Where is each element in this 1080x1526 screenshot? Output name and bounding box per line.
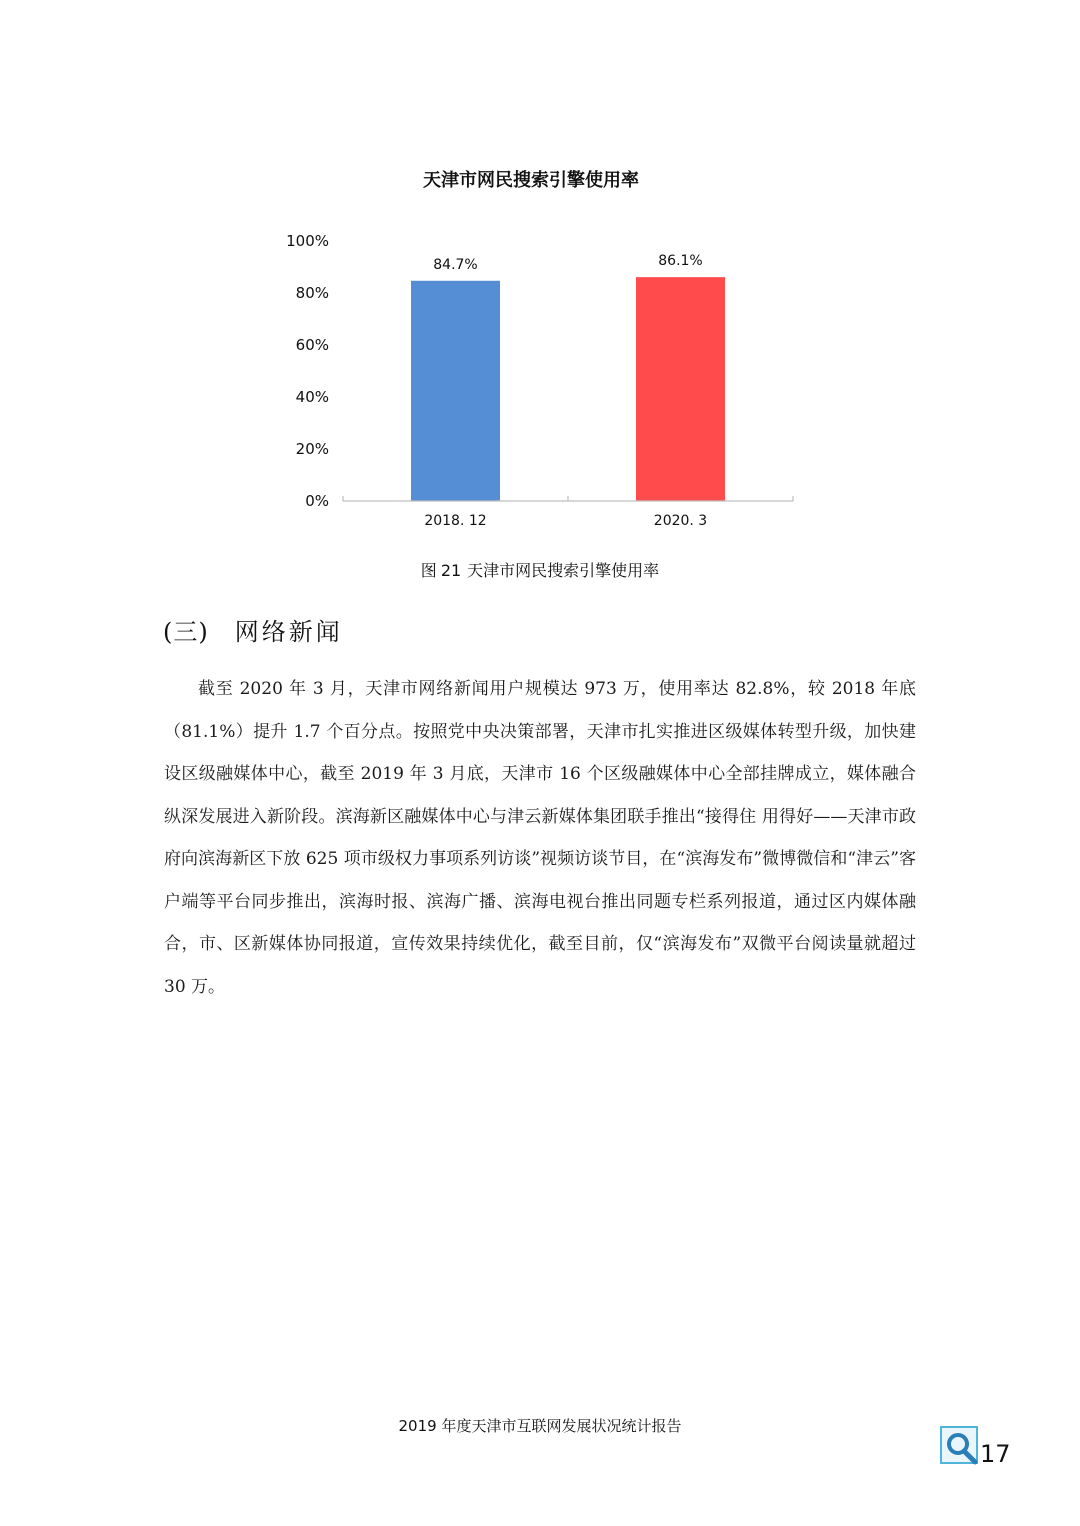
- bar-value-label: 84.7%: [433, 256, 478, 273]
- chart-title: 天津市网民搜索引擎使用率: [423, 170, 639, 191]
- bar: [411, 281, 500, 501]
- bar: [636, 277, 725, 501]
- bar-chart: [0, 0, 1080, 545]
- section-heading: [163, 612, 343, 647]
- y-tick-label: 40%: [295, 388, 329, 406]
- y-tick-label: 100%: [286, 232, 329, 250]
- bars: [411, 277, 725, 501]
- section-number: (三): [163, 618, 209, 646]
- y-tick-label: 0%: [305, 492, 329, 510]
- y-tick-label: 80%: [295, 284, 329, 302]
- section-title: 网络新闻: [234, 618, 343, 646]
- x-tick-label: 2020. 3: [653, 513, 708, 529]
- y-axis-ticks: [286, 232, 329, 510]
- bar-value-labels: [433, 253, 702, 273]
- figure-caption-label: 图: [420, 561, 437, 580]
- search-magnifier-icon: [940, 1426, 980, 1466]
- x-axis-labels: [424, 513, 707, 529]
- page-number: 17: [980, 1440, 1011, 1468]
- figure-caption-text: 天津市网民搜索引擎使用率: [467, 561, 660, 580]
- bar-value-label: 86.1%: [658, 253, 703, 270]
- body-paragraph: 截至 2020 年 3 月，天津市网络新闻用户规模达 973 万，使用率达 82.8%，较 2018 年底（81.1%）提升 1.7 个百分点。按照党中央决策部署，天津市扎实推进区级媒体转型升级，加快建设区级融媒体中心，截至 2019 年 3 月底，天津市 16 个区级融媒体中心全部挂牌成立，媒体融合纵深发展进入新阶段。滨海新区融媒体中心与津云新媒体集团联手推出“接得住 用得好——天津市政府向滨海新区下放 625 项市级权力事项系列访谈”视频访谈节目，在“滨海发布”微博微信和“津云”客户端等平台同步推出，滨海时报、滨海广播、滨海电视台推出同题专栏系列报道，通过区内媒体融合，市、区新媒体协同报道，宣传效果持续优化，截至目前，仅“滨海发布”双微平台阅读量就超过 30 万。: [164, 679, 916, 997]
- footer-report-title: 2019 年度天津市互联网发展状况统计报告: [398, 1417, 682, 1435]
- figure-caption: [0, 558, 1080, 581]
- x-tick-label: 2018. 12: [424, 513, 487, 529]
- figure-caption-number: 21: [440, 561, 462, 580]
- y-tick-label: 20%: [295, 440, 329, 458]
- y-tick-label: 60%: [295, 336, 329, 354]
